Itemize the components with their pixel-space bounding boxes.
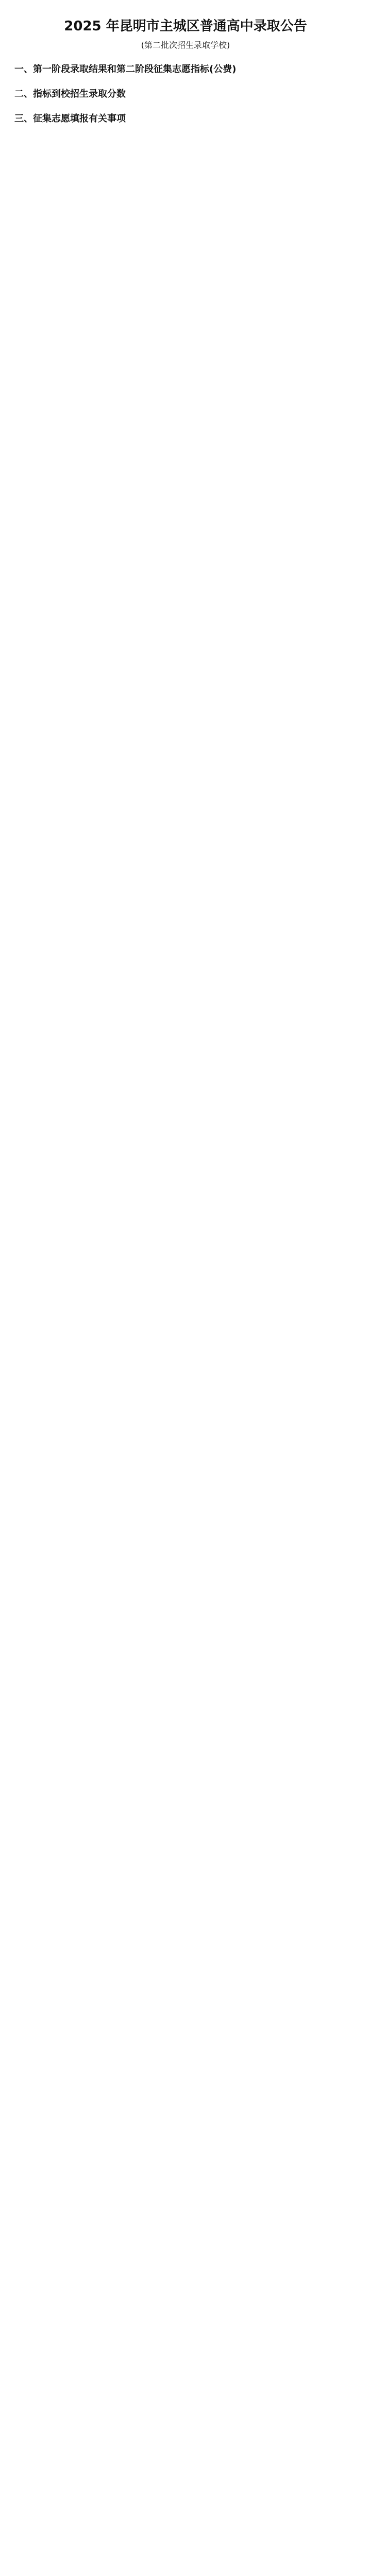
sections-container [14, 62, 357, 125]
announcement-page [0, 0, 371, 158]
section-title: 二、指标到校招生录取分数 [14, 89, 126, 99]
page-subtitle: (第二批次招生录取学校) [141, 40, 230, 50]
section-title: 三、征集志愿填报有关事项 [14, 113, 126, 124]
page-title: 2025 年昆明市主城区普通高中录取公告 [64, 19, 307, 34]
section-title: 一、第一阶段录取结果和第二阶段征集志愿指标(公费) [14, 64, 237, 75]
